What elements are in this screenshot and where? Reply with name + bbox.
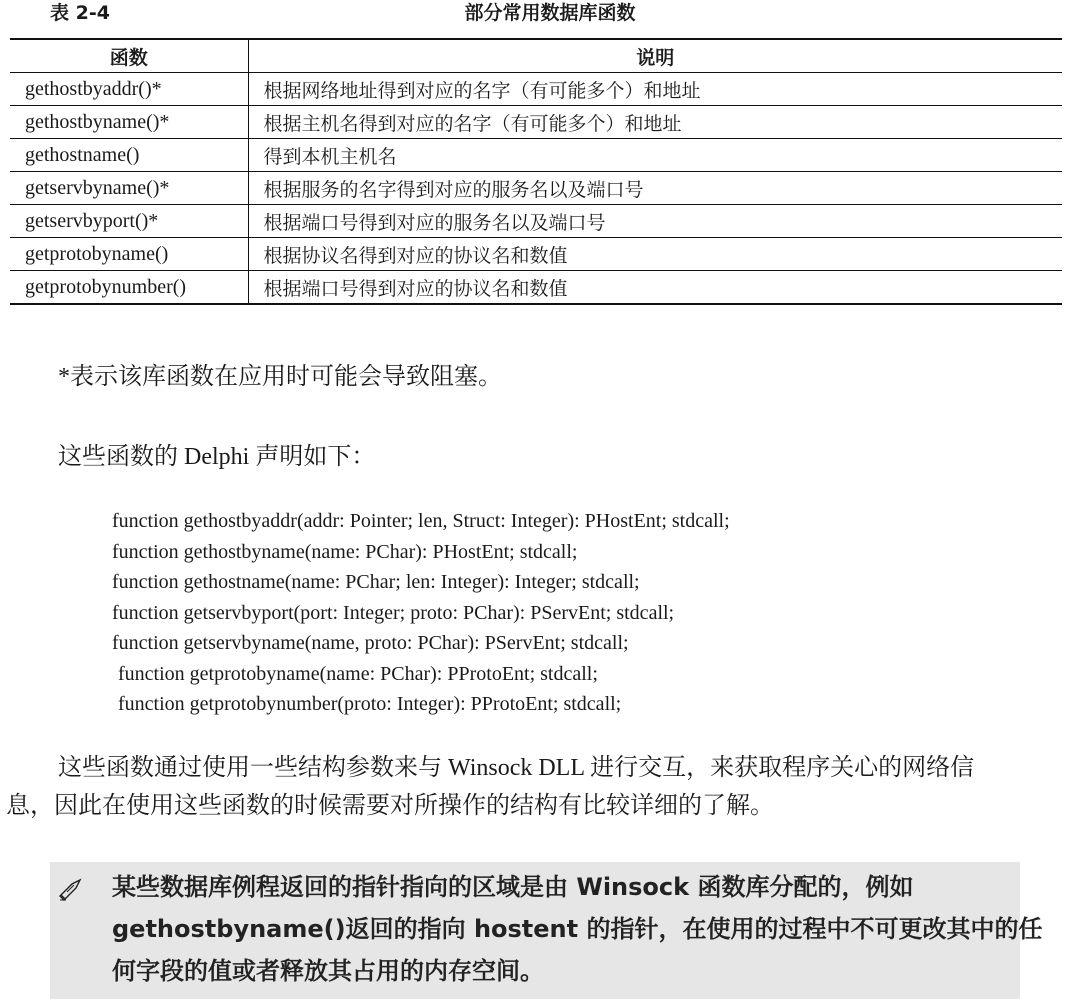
description-cell: 根据端口号得到对应的协议名和数值 — [263, 277, 568, 300]
function-table — [10, 38, 1062, 305]
header-description: 说明 — [248, 39, 1062, 73]
function-cell: getservbyname()* — [10, 172, 248, 205]
table-row — [10, 139, 1062, 172]
table-row — [10, 271, 1062, 305]
function-cell: gethostbyname()* — [10, 106, 248, 139]
function-cell: getprotobynumber() — [10, 271, 248, 305]
body-paragraph — [6, 749, 1076, 825]
table-caption-number: 表 2-4 — [50, 2, 110, 24]
table-row — [10, 106, 1062, 139]
table-row — [10, 73, 1062, 106]
code-line: function gethostname(name: PChar; len: Integer): Integer; stdcall; — [112, 571, 640, 593]
table-header-row — [10, 39, 1062, 73]
description-cell: 根据主机名得到对应的名字（有可能多个）和地址 — [248, 106, 1062, 139]
function-cell: gethostname() — [10, 139, 248, 172]
function-cell: gethostbyaddr()* — [10, 73, 248, 106]
function-cell: getprotobyname() — [10, 238, 248, 271]
note-line: gethostbyname()返回的指向 hostent 的指针，在使用的过程中不可更改其中的任 — [112, 915, 1043, 943]
description-cell: 根据协议名得到对应的协议名和数值 — [248, 238, 1062, 271]
code-line: function getprotobyname(name: PChar): PProtoEnt; stdcall; — [118, 662, 598, 685]
code-line: function getservbyname(name, proto: PChar): PServEnt; stdcall; — [112, 632, 629, 654]
description-cell: 根据服务的名字得到对应的服务名以及端口号 — [248, 172, 1062, 205]
footnote: *表示该库函数在应用时可能会导致阻塞。 — [58, 364, 502, 390]
description-cell: 得到本机主机名 — [248, 139, 1062, 172]
code-line: function getprotobynumber(proto: Integer): PProtoEnt; stdcall; — [118, 693, 622, 715]
description-cell: 根据端口号得到对应的服务名以及端口号 — [248, 205, 1062, 238]
paragraph-line: 这些函数通过使用一些结构参数来与 Winsock DLL 进行交互，来获取程序关心的网络信 — [58, 755, 975, 781]
table-caption-title: 部分常用数据库函数 — [464, 2, 636, 24]
function-cell: getservbyport()* — [10, 205, 248, 238]
declaration-intro: 这些函数的 Delphi 声明如下： — [58, 444, 376, 470]
code-line: function gethostbyaddr(addr: Pointer; len, Struct: Integer): PHostEnt; stdcall; — [112, 510, 730, 532]
pencil-note-icon — [58, 876, 84, 902]
note-text — [112, 866, 1043, 992]
paragraph-line: 息，因此在使用这些函数的时候需要对所操作的结构有比较详细的了解。 — [6, 793, 774, 819]
code-line: function gethostbyname(name: PChar): PHostEnt; stdcall; — [112, 540, 578, 563]
table-row — [10, 205, 1062, 238]
code-line: function getservbyport(port: Integer; proto: PChar): PServEnt; stdcall; — [112, 601, 675, 624]
note-box — [50, 862, 1043, 999]
description-cell: 根据网络地址得到对应的名字（有可能多个）和地址 — [248, 73, 1062, 106]
note-line: 某些数据库例程返回的指针指向的区域是由 Winsock 函数库分配的，例如 — [112, 873, 914, 901]
table-row — [10, 238, 1062, 271]
code-block — [112, 506, 730, 720]
note-line: 何字段的值或者释放其占用的内存空间。 — [112, 957, 544, 985]
table-row — [10, 172, 1062, 205]
header-function: 函数 — [10, 39, 248, 73]
